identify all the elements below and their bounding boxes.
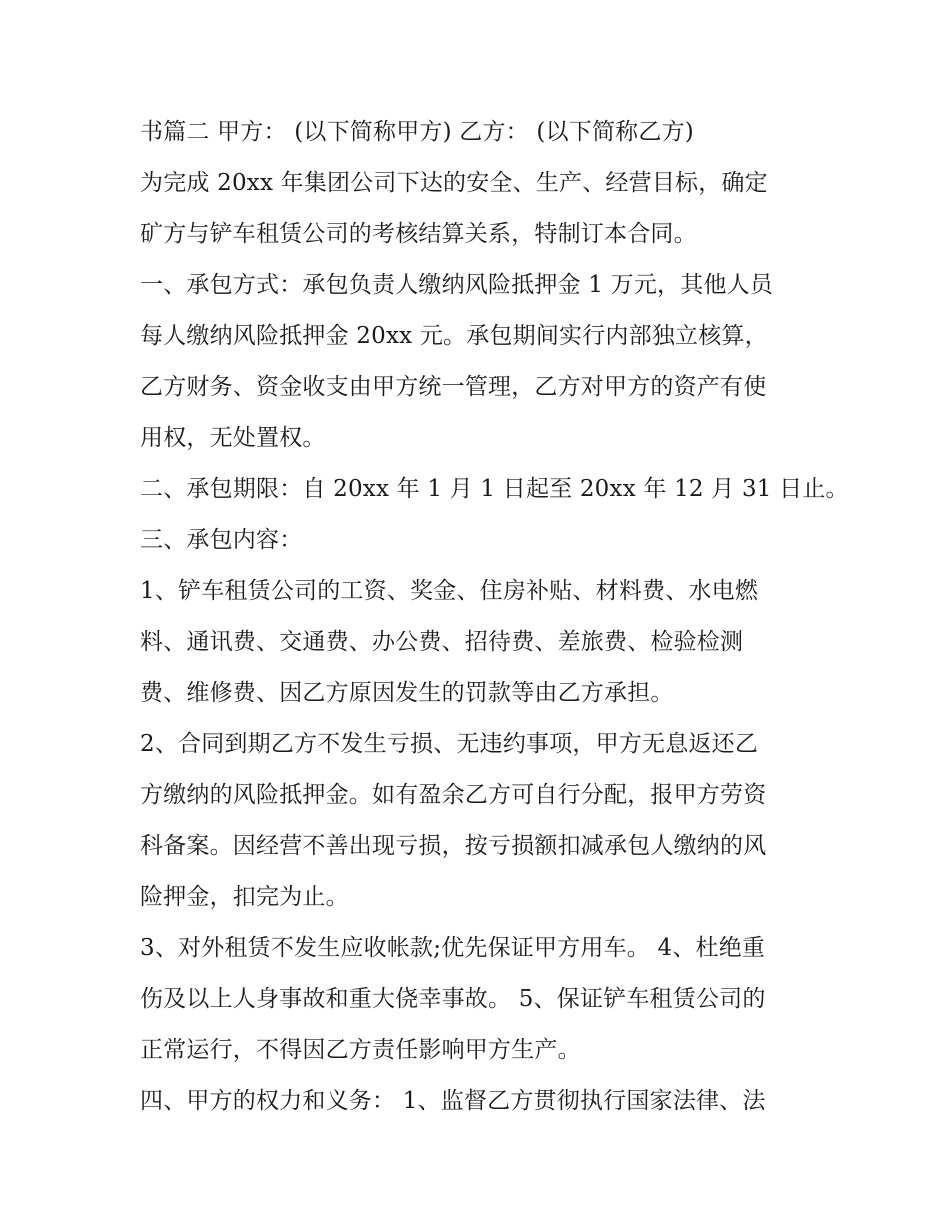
text-line: 料、通讯费、交通费、办公费、招待费、差旅费、检验检测 — [140, 629, 744, 655]
text-line: 二、承包期限：自 20xx 年 1 月 1 日起至 20xx 年 12 月 31 日止。 — [140, 476, 849, 502]
text-line: 方缴纳的风险抵押金。如有盈余乙方可自行分配，报甲方劳资 — [140, 782, 767, 808]
text-line: 正常运行，不得因乙方责任影响甲方生产。 — [140, 1037, 581, 1063]
text-line: 矿方与铲车租赁公司的考核结算关系，特制订本合同。 — [140, 221, 697, 247]
text-line: 费、维修费、因乙方原因发生的罚款等由乙方承担。 — [140, 680, 674, 706]
text-line: 为完成 20xx 年集团公司下达的安全、生产、经营目标，确定 — [140, 170, 768, 196]
text-line: 伤及以上人身事故和重大侥幸事故。 5、保证铲车租赁公司的 — [140, 986, 766, 1012]
text-line: 用权，无处置权。 — [140, 425, 326, 451]
text-line: 3、对外租赁不发生应收帐款;优先保证甲方用车。 4、杜绝重 — [140, 935, 766, 961]
text-line: 三、承包内容： — [140, 527, 303, 553]
text-line: 书篇二 甲方： (以下简称甲方) 乙方： (以下简称乙方) — [140, 119, 694, 145]
text-line: 一、承包方式：承包负责人缴纳风险抵押金 1 万元，其他人员 — [140, 272, 774, 298]
text-line: 科备案。因经营不善出现亏损，按亏损额扣减承包人缴纳的风 — [140, 833, 767, 859]
text-line: 1、铲车租赁公司的工资、奖金、住房补贴、材料费、水电燃 — [140, 578, 759, 604]
text-line: 每人缴纳风险抵押金 20xx 元。承包期间实行内部独立核算， — [140, 323, 768, 349]
text-line: 2、合同到期乙方不发生亏损、无违约事项，甲方无息返还乙 — [140, 731, 759, 757]
document-body — [140, 107, 849, 1127]
text-line: 险押金，扣完为止。 — [140, 884, 349, 910]
text-line: 乙方财务、资金收支由甲方统一管理，乙方对甲方的资产有使 — [140, 374, 767, 400]
text-line: 四、甲方的权力和义务： 1、监督乙方贯彻执行国家法律、法 — [140, 1088, 766, 1114]
